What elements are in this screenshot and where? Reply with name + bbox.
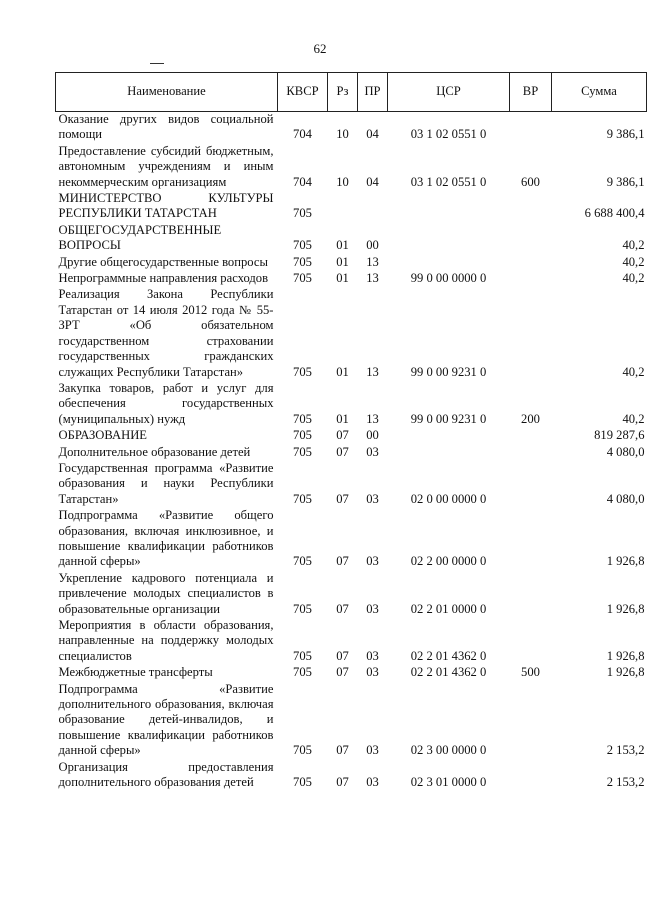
row-pr: 00	[366, 238, 379, 253]
row-vr	[510, 271, 552, 287]
row-csr: 02 0 00 0000 0	[410, 491, 487, 506]
row-pr: 13	[366, 364, 379, 379]
row-kvsr: 705	[293, 364, 312, 379]
row-kvsr: 704	[293, 127, 312, 142]
row-vr	[510, 461, 552, 508]
row-csr: 02 3 00 0000 0	[410, 743, 487, 758]
row-rz: 07	[336, 444, 349, 459]
row-rz: 01	[336, 238, 349, 253]
table-row	[56, 571, 647, 618]
row-sum: 40,2	[622, 271, 645, 286]
row-sum: 9 386,1	[606, 127, 645, 142]
row-sum: 4 080,0	[606, 444, 645, 459]
row-csr: 03 1 02 0551 0	[410, 127, 487, 142]
header-csr: ЦСР	[388, 73, 510, 112]
row-pr: 00	[366, 428, 379, 443]
row-vr: 200	[521, 411, 540, 426]
row-csr	[388, 445, 510, 461]
row-pr: 03	[366, 665, 379, 680]
row-pr: 03	[366, 601, 379, 616]
row-vr	[510, 255, 552, 271]
row-rz: 01	[336, 411, 349, 426]
row-name: МИНИСТЕРСТВО КУЛЬТУРЫ РЕСПУБЛИКИ ТАТАРСТАН	[58, 191, 274, 221]
row-sum: 2 153,2	[606, 743, 645, 758]
table-row	[56, 255, 647, 271]
row-rz: 01	[336, 364, 349, 379]
row-rz: 07	[336, 601, 349, 616]
row-sum: 819 287,6	[594, 428, 645, 443]
row-rz: 01	[336, 254, 349, 269]
row-vr: 500	[521, 665, 540, 680]
row-kvsr: 705	[293, 411, 312, 426]
row-csr: 02 3 01 0000 0	[410, 775, 487, 790]
header-rz: Рз	[328, 73, 358, 112]
row-pr: 04	[366, 174, 379, 189]
row-name: Другие общегосударственные вопросы	[58, 254, 268, 269]
row-pr: 04	[366, 127, 379, 142]
row-pr: 03	[366, 743, 379, 758]
header-sum: Сумма	[552, 73, 647, 112]
row-vr	[510, 682, 552, 760]
row-vr	[510, 571, 552, 618]
row-name: Закупка товаров, работ и услуг для обеспечения государственных (муниципальных) нужд	[58, 380, 274, 426]
row-sum: 40,2	[622, 254, 645, 269]
table-row	[56, 445, 647, 461]
row-pr: 03	[366, 491, 379, 506]
row-pr: 13	[366, 271, 379, 286]
row-rz: 01	[336, 271, 349, 286]
row-vr	[510, 445, 552, 461]
table-row	[56, 191, 647, 223]
row-name: Подпрограмма «Развитие дополнительного образования, включая образование детей-инвалидов, и повышение квалификации работников данной сферы»	[58, 681, 274, 758]
row-kvsr: 705	[293, 775, 312, 790]
row-pr: 03	[366, 648, 379, 663]
row-name: Межбюджетные трансферты	[58, 665, 213, 680]
table-row	[56, 461, 647, 508]
row-kvsr: 705	[293, 491, 312, 506]
row-name: Предоставление субсидий бюджетным, автономным учреждениям и иным некоммерческим организациям	[58, 143, 274, 189]
row-rz: 07	[336, 428, 349, 443]
row-name: Дополнительное образование детей	[58, 444, 251, 459]
row-rz: 10	[336, 174, 349, 189]
row-pr: 03	[366, 554, 379, 569]
table-row	[56, 144, 647, 191]
row-rz	[328, 191, 358, 223]
row-vr	[510, 223, 552, 255]
row-csr: 99 0 00 9231 0	[410, 364, 487, 379]
row-sum: 40,2	[622, 411, 645, 426]
row-csr: 02 2 00 0000 0	[410, 554, 487, 569]
table-row	[56, 618, 647, 665]
row-kvsr: 705	[293, 254, 312, 269]
row-csr	[388, 223, 510, 255]
row-csr: 99 0 00 9231 0	[410, 411, 487, 426]
row-pr: 13	[366, 254, 379, 269]
row-kvsr: 705	[293, 238, 312, 253]
row-sum: 1 926,8	[606, 648, 645, 663]
row-name: Мероприятия в области образования, направленные на поддержку молодых специалистов	[58, 618, 274, 663]
row-csr: 03 1 02 0551 0	[410, 174, 487, 189]
row-sum: 4 080,0	[606, 491, 645, 506]
page-number: 62	[313, 41, 327, 56]
row-kvsr: 705	[293, 554, 312, 569]
row-vr	[510, 287, 552, 380]
row-name: Подпрограмма «Развитие общего образования, включая инклюзивное, и повышение квалификации работников данной сферы»	[58, 508, 274, 569]
scan-mark	[150, 63, 164, 64]
row-sum: 2 153,2	[606, 775, 645, 790]
row-pr: 03	[366, 775, 379, 790]
row-rz: 10	[336, 127, 349, 142]
row-vr	[510, 428, 552, 444]
row-kvsr: 705	[293, 648, 312, 663]
row-pr: 03	[366, 444, 379, 459]
row-csr: 99 0 00 0000 0	[410, 271, 487, 286]
row-sum: 1 926,8	[606, 601, 645, 616]
row-vr	[510, 112, 552, 144]
row-csr: 02 2 01 4362 0	[410, 665, 487, 680]
row-vr	[510, 508, 552, 571]
row-kvsr: 705	[293, 665, 312, 680]
row-rz: 07	[336, 554, 349, 569]
row-vr	[510, 191, 552, 223]
budget-table	[55, 72, 647, 791]
table-row	[56, 508, 647, 571]
row-rz: 07	[336, 775, 349, 790]
row-kvsr: 704	[293, 174, 312, 189]
row-vr	[510, 760, 552, 792]
table-row	[56, 760, 647, 792]
table-row	[56, 112, 647, 144]
table-row	[56, 428, 647, 444]
row-name: Реализация Закона Республики Татарстан от 14 июля 2012 года № 55-ЗРТ «Об обязательном государственном страховании государственных гражданских служащих Республики Татарстан»	[58, 287, 274, 379]
row-csr	[388, 428, 510, 444]
row-rz: 07	[336, 491, 349, 506]
row-name: Укрепление кадрового потенциала и привлечение молодых специалистов в образовательные организации	[58, 570, 274, 616]
row-sum: 9 386,1	[606, 174, 645, 189]
table-row	[56, 271, 647, 287]
row-csr: 02 2 01 4362 0	[410, 648, 487, 663]
header-kvsr: КВСР	[278, 73, 328, 112]
row-vr	[510, 618, 552, 665]
row-name: Государственная программа «Развитие образования и науки Республики Татарстан»	[58, 460, 274, 506]
row-rz: 07	[336, 665, 349, 680]
row-sum: 6 688 400,4	[584, 206, 645, 221]
header-vr: ВР	[510, 73, 552, 112]
row-kvsr: 705	[293, 743, 312, 758]
row-csr	[388, 191, 510, 223]
header-name: Наименование	[56, 73, 278, 112]
row-pr: 13	[366, 411, 379, 426]
row-name: Непрограммные направления расходов	[58, 271, 269, 286]
row-kvsr: 705	[293, 206, 312, 221]
row-csr: 02 2 01 0000 0	[410, 601, 487, 616]
header-pr: ПР	[358, 73, 388, 112]
row-name: ОБРАЗОВАНИЕ	[58, 428, 147, 443]
table-row	[56, 287, 647, 380]
row-sum: 40,2	[622, 238, 645, 253]
row-rz: 07	[336, 743, 349, 758]
row-sum: 40,2	[622, 364, 645, 379]
row-kvsr: 705	[293, 444, 312, 459]
row-sum: 1 926,8	[606, 665, 645, 680]
row-sum: 1 926,8	[606, 554, 645, 569]
table-body	[56, 112, 647, 792]
row-kvsr: 705	[293, 271, 312, 286]
row-kvsr: 705	[293, 428, 312, 443]
row-csr	[388, 255, 510, 271]
row-name: ОБЩЕГОСУДАРСТВЕННЫЕ ВОПРОСЫ	[58, 222, 222, 253]
row-name: Организация предоставления дополнительного образования детей	[58, 759, 274, 790]
table-row	[56, 381, 647, 428]
table-row	[56, 682, 647, 760]
row-name: Оказание других видов социальной помощи	[58, 112, 274, 142]
row-rz: 07	[336, 648, 349, 663]
row-vr: 600	[521, 174, 540, 189]
table-header	[56, 73, 647, 112]
row-pr	[358, 191, 388, 223]
row-kvsr: 705	[293, 601, 312, 616]
table-row	[56, 223, 647, 255]
table-row	[56, 665, 647, 681]
